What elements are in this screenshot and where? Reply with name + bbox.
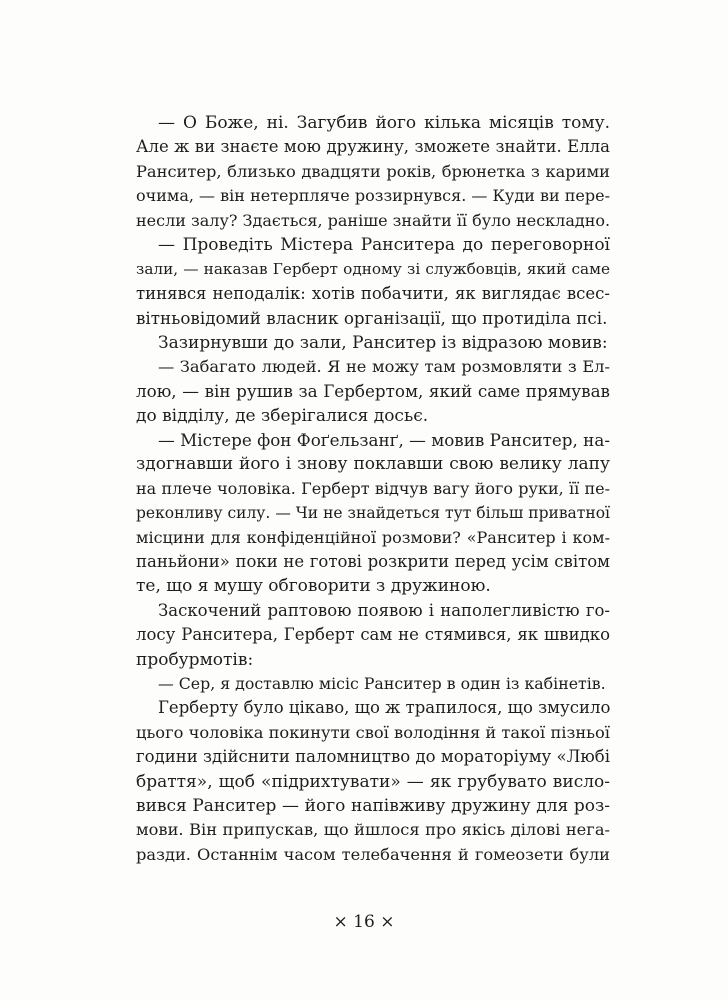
text-line: — О Боже, ні. Загубив його кілька місяців тому. bbox=[158, 113, 610, 133]
paragraph bbox=[136, 672, 610, 696]
text-line: браття», щоб «підрихтувати» — як грубувато висло- bbox=[136, 771, 610, 792]
text-line: цього чоловіка покинути свої володіння й такої пізньої bbox=[136, 722, 610, 742]
text-line: вився Ранситер — його напівживу дружину для роз- bbox=[136, 795, 610, 816]
text-line: Але ж ви знаєте мою дружину, зможете знайти. Елла bbox=[136, 137, 610, 157]
text-line: пробурмотів: bbox=[136, 649, 254, 670]
text-line: мови. Він припускав, що йшлося про якісь ділові нега- bbox=[136, 820, 610, 840]
text-line: Заскочений раптовою появою і наполегливістю го- bbox=[158, 600, 610, 620]
text-line: здогнавши його і знову поклавши свою велику лапу bbox=[136, 454, 610, 475]
text-line: Герберту було цікаво, що ж трапилося, що змусило bbox=[158, 698, 611, 718]
paragraph bbox=[136, 233, 610, 331]
text-line: несли залу? Здається, раніше знайти її було нескладно. bbox=[136, 210, 611, 230]
paragraph bbox=[136, 696, 610, 867]
text-line: до відділу, де зберігалися досьє. bbox=[136, 405, 429, 426]
text-line: лосу Ранситера, Герберт сам не стямився, як швидко bbox=[136, 625, 610, 645]
text-line: — Сер, я доставлю місіс Ранситер в один із кабінетів. bbox=[158, 673, 606, 693]
text-line: години здійснити паломництво до мораторіуму «Любі bbox=[136, 747, 610, 767]
paragraph bbox=[136, 428, 610, 599]
text-line: паньйони» поки не готові розкрити перед усім світом bbox=[136, 552, 610, 572]
text-line: реконливу силу. — Чи не знайдеться тут більш приватної bbox=[136, 504, 610, 523]
paragraph bbox=[136, 111, 610, 233]
text-line: Зазирнувши до зали, Ранситер із відразою мовив: bbox=[158, 332, 608, 353]
text-line: місцини для конфіденційної розмови? «Ранситер і ком- bbox=[136, 527, 610, 547]
paragraph bbox=[136, 599, 610, 672]
text-line: очима, — він нетерпляче роззирнувся. — Куди ви пере- bbox=[136, 186, 610, 206]
paragraph bbox=[136, 355, 610, 428]
text-line: вітньовідомий власник організації, що протиділа псі. bbox=[136, 308, 608, 329]
text-line: Ранситер, близько двадцяти років, брюнетка з карими bbox=[136, 161, 610, 181]
text-line: тинявся неподалік: хотів побачити, як виглядає всес- bbox=[136, 283, 610, 303]
text-line: — Проведіть Містера Ранситера до переговорної bbox=[158, 234, 610, 255]
body-text bbox=[136, 111, 610, 867]
page-number: × 16 × bbox=[333, 912, 395, 932]
text-line: — Забагато людей. Я не можу там розмовляти з Ел- bbox=[158, 356, 610, 376]
text-line: зали, — наказав Герберт одному зі службовців, який саме bbox=[136, 260, 610, 279]
text-line: лою, — він рушив за Гербертом, який саме прямував bbox=[136, 381, 610, 402]
text-line: на плече чоловіка. Герберт відчув вагу його руки, її пе- bbox=[136, 478, 610, 498]
text-line: разди. Останнім часом телебачення й гомеозети були bbox=[136, 844, 610, 864]
paragraph bbox=[136, 331, 610, 355]
text-line: те, що я мушу обговорити з дружиною. bbox=[136, 576, 491, 597]
text-line: — Містере фон Фоґельзанґ, — мовив Ранситер, на- bbox=[158, 430, 610, 451]
